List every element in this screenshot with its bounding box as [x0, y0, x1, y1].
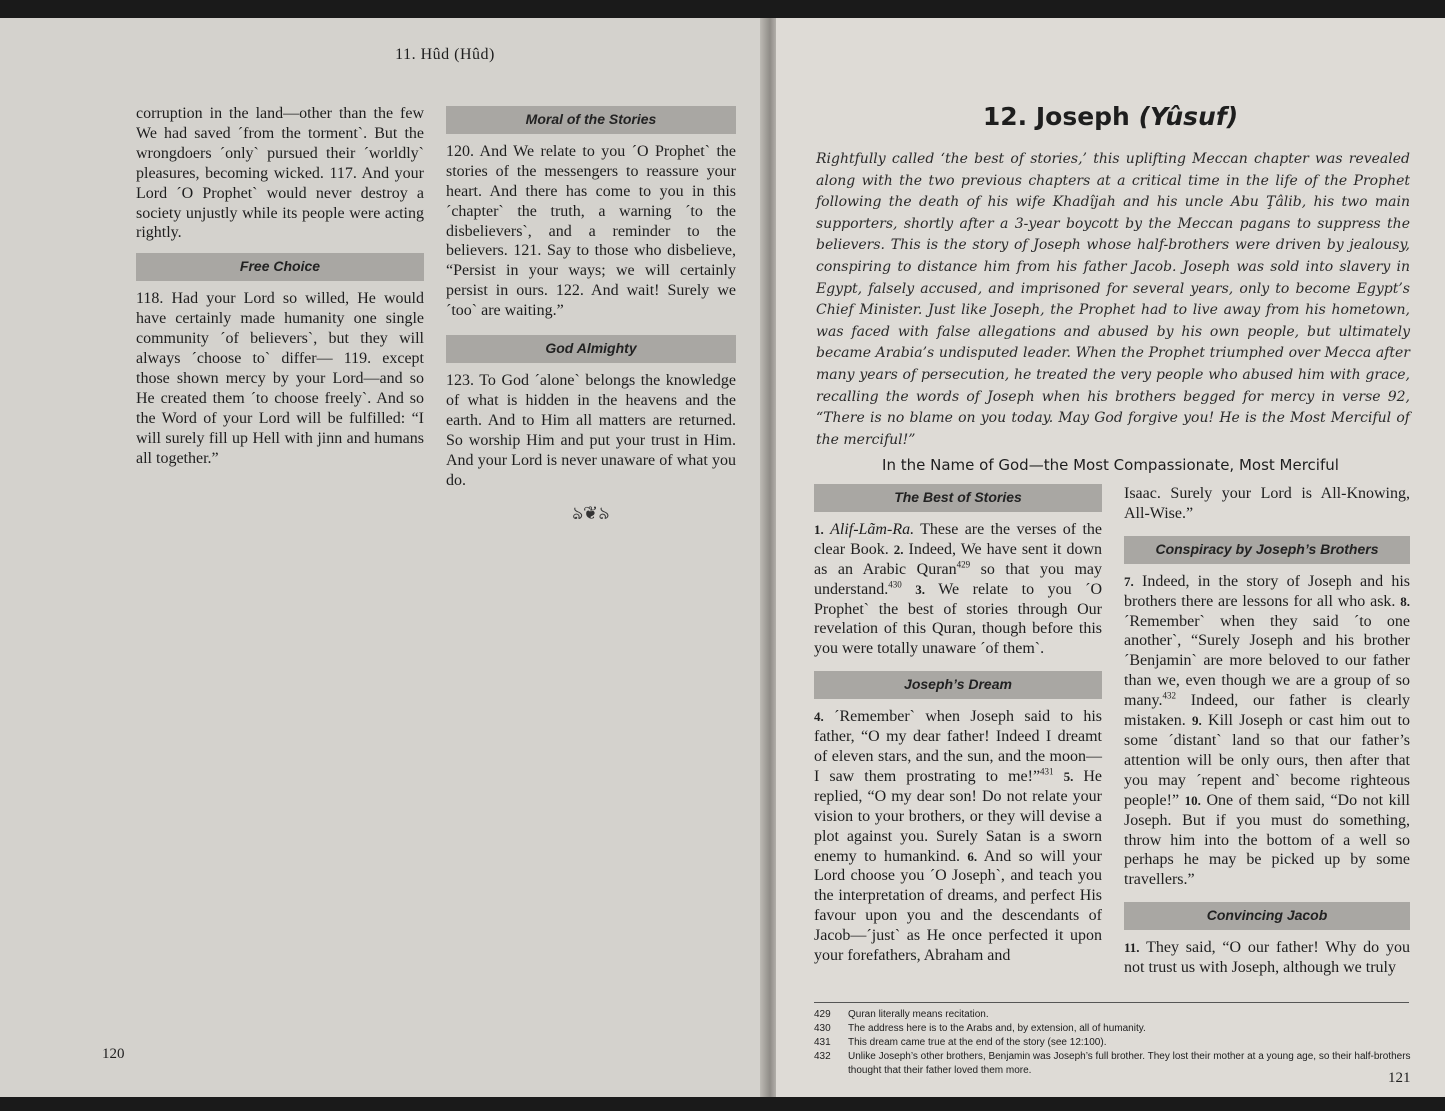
verse-text: 123. To God ´alone` belongs the knowledge of what is hidden in the heavens and the earth. And to Him all matters are returned. So worship Him and put your trust in Him. And your Lord is never unaware of what you do. — [446, 371, 736, 489]
section-heading-god-almighty: God Almighty — [446, 335, 736, 363]
section-heading-josephs-dream: Joseph’s Dream — [814, 671, 1102, 699]
section-heading-free-choice: Free Choice — [136, 253, 424, 281]
ornament-divider: ঌ❦৯ — [572, 503, 610, 524]
left-page — [0, 18, 770, 1097]
footnote: 432 Unlike Joseph’s other brothers, Benjamin was Joseph’s full brother. They lost their mother at a young age, so their half-brothers thought that their father loved them more. — [814, 1051, 1411, 1076]
footnote: 431 This dream came true at the end of the story (see 12:100). — [814, 1037, 1107, 1048]
running-head: 11. Hûd (Hûd) — [395, 46, 495, 63]
footnote: 430 The address here is to the Arabs and, by extension, all of humanity. — [814, 1023, 1146, 1034]
verse-text: 1. Alif-Lãm-Ra. These are the verses of the clear Book. 2. Indeed, We have sent it down as an Arabic Quran$^{429}$ so that you may understand.$^{430}$ 3. We relate to you ´O Prophet` the best of stories through Our revelation of this Quran, though before this you were totally unaware ´of them`. — [814, 520, 1103, 658]
chapter-title: 12. Joseph (Yûsuf) — [982, 102, 1239, 131]
section-heading-convincing-jacob: Convincing Jacob — [1124, 902, 1410, 930]
page-number: 121 — [1388, 1070, 1411, 1086]
verse-text: Isaac. Surely your Lord is All-Knowing, All-Wise.” — [1124, 485, 1410, 522]
right-column-1 — [814, 484, 1102, 966]
section-heading-best-of-stories: The Best of Stories — [814, 484, 1102, 512]
verse-text: 7. Indeed, in the story of Joseph and his brothers there are lessons for all who ask. 8. ´Remember` when they said ´to one another`, “Surely Joseph and his brother ´Benjamin` are more beloved to our father than we, even though we are a group of so many.$^{432}$ Indeed, our father is clearly mistaken. 9. Kill Joseph or cast him out to some ´distant` land so that our father’s attention will be only ours, then after that you may ´repent and` become righteous people!” 10. One of them said, “Do not kill Joseph. But if you must do something, throw him into the bottom of a well so perhaps he may be picked up by some travellers.” — [1124, 572, 1411, 889]
verse-text: 118. Had your Lord so willed, He would have certainly made humanity one single community ´of believers`, but they will always ´choose to` differ— 119. except those shown mercy by your Lord—and so He created them ´to choose freely`. And so the Word of your Lord will be fulfilled: “I will surely fill up Hell with jinn and humans all together.” — [136, 290, 424, 467]
section-heading-conspiracy: Conspiracy by Joseph’s Brothers — [1124, 536, 1410, 564]
left-column-1 — [136, 104, 424, 468]
right-page — [776, 18, 1445, 1097]
verse-text: corruption in the land—other than the few We had saved ´from the torment`. But the wrongdoers ´only` pursued their ´worldly` pleasures, becoming wicked. 117. And your Lord ´O Prophet` would never destroy a society unjustly while its people were acting rightly. — [136, 105, 424, 242]
verse-text: 120. And We relate to you ´O Prophet` the stories of the messengers to reassure your heart. And there has come to you in this ´chapter` the truth, a warning ´to the disbelievers`, and a reminder to the believers. 121. Say to those who disbelieve, “Persist in your ways; we will certainly persist in ours. 122. And wait! Surely we ´too` are waiting.” — [446, 142, 736, 320]
footnotes — [814, 1008, 1414, 1078]
verse-text: 11. They said, “O our father! Why do you not trust us with Joseph, although we truly — [1124, 939, 1410, 977]
basmala: In the Name of God—the Most Compassionate, Most Merciful — [882, 456, 1339, 474]
section-heading-moral: Moral of the Stories — [446, 106, 736, 134]
chapter-introduction: Rightfully called ‘the best of stories,’ this uplifting Meccan chapter was revealed along with the two previous chapters at a critical time in the life of the Prophet following the death of his wife Khadîjah and his uncle Abu Ţâlib, his two main supporters, shortly after a 3-year boycott by the Meccan pagans to suppress the believers. This is the story of Joseph whose half-brothers were driven by jealousy, conspiring to distance him from his father Jacob. Joseph was sold into slavery in Egypt, falsely accused, and imprisoned for several years, only to become Egypt’s Chief Minister. Just like Joseph, the Prophet had to live away from his hometown, was faced with false allegations and abused by his own people, but ultimately became Arabia’s undisputed leader. When the Prophet triumphed over Mecca after many years of persecution, he treated the very people who abused him with grace, recalling the words of Joseph when his brothers begged for mercy in verse 92, “There is no blame on you today. May God forgive you! He is the Most Merciful of the merciful!” — [816, 151, 1410, 448]
footnote: 429 Quran literally means recitation. — [814, 1009, 989, 1020]
verse-text: 4. ´Remember` when Joseph said to his father, “O my dear father! Indeed I dreamt of eleven stars, and the sun, and the moon—I saw them prostrating to me!”$^{431}$ 5. He replied, “O my dear son! Do not relate your vision to your brothers, or they will devise a plot against you. Surely Satan is a sworn enemy to humankind. 6. And so will your Lord choose you ´O Joseph`, and teach you the interpretation of dreams, and perfect His favour upon you and the descendants of Jacob—´just` as He once perfected it upon your forefathers, Abraham and — [814, 708, 1103, 965]
page-number: 120 — [102, 1046, 125, 1062]
right-column-2 — [1124, 484, 1410, 978]
footnote-rule — [814, 1002, 1409, 1003]
left-column-2 — [446, 96, 736, 524]
